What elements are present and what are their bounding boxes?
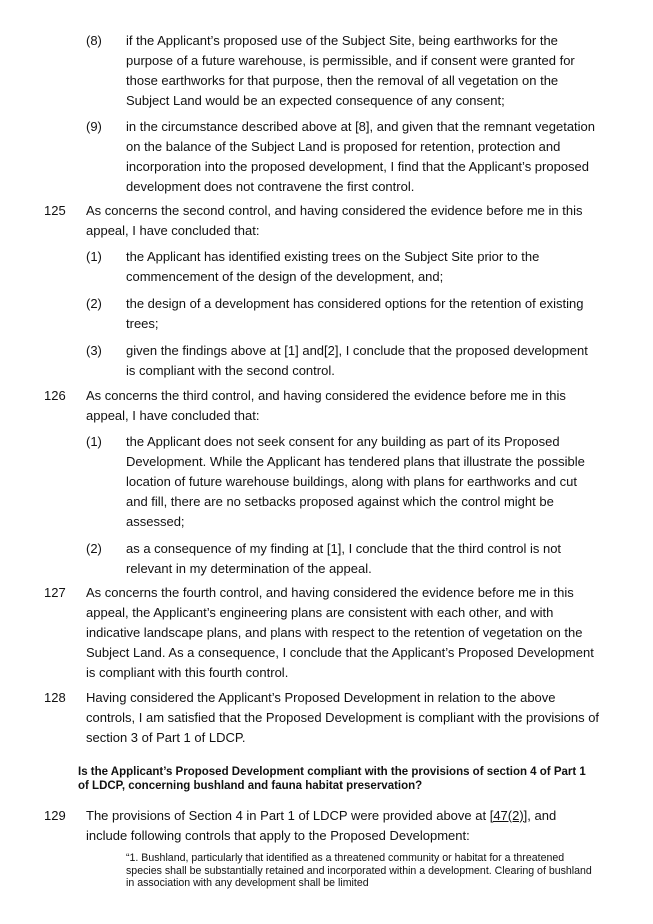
- sub-paragraph-text: as a consequence of my finding at [1], I conclude that the third control is not relevant in my determination of the appeal.: [126, 541, 562, 576]
- block-quote: “1. Bushland, particularly that identified as a threatened community or habitat for a threatened species shall be substantially retained and incorporated within a development. Clearing of bushland in association with any development shall be limited: [126, 852, 592, 889]
- paragraph-text: [86, 806, 600, 846]
- paragraph-number: 128: [44, 690, 66, 705]
- sub-paragraph-text: given the findings above at [1] and[2], I conclude that the proposed development is compliant with the second control.: [126, 343, 588, 378]
- paragraph-number: 129: [44, 808, 66, 823]
- sub-paragraph-number: (1): [86, 249, 102, 264]
- sub-paragraph-text: the Applicant has identified existing trees on the Subject Site prior to the commencement of the design of the development, and;: [126, 249, 540, 284]
- paragraph-number: 125: [44, 203, 66, 218]
- sub-paragraph-text: the design of a development has considered options for the retention of existing trees;: [126, 296, 584, 331]
- sub-paragraph-text: in the circumstance described above at [8], and given that the remnant vegetation on the balance of the Subject Land is proposed for retention, protection and incorporation into the proposed development, I find that the Applicant’s proposed development does not contravene the first control.: [126, 119, 596, 194]
- sub-paragraph-text: the Applicant does not seek consent for any building as part of its Proposed Development. While the Applicant has tendered plans that illustrate the possible location of future warehouse buildings, along with plans for earthworks and cut and fill, there are no setbacks proposed against which the control might be assessed;: [126, 434, 585, 529]
- paragraph-text-end: , and include following controls that apply to the Proposed Development:: [86, 808, 557, 843]
- paragraph-text: Having considered the Applicant’s Proposed Development in relation to the above controls, I am satisfied that the Proposed Development is compliant with the provisions of section 3 of Part 1 of LDCP.: [86, 690, 600, 745]
- sub-paragraph-text: if the Applicant’s proposed use of the Subject Site, being earthworks for the purpose of a future warehouse, is permissible, and if consent were granted for those earthworks for that purpose, then the removal of all vegetation on the Subject Land would be an expected consequence of any consent;: [126, 33, 575, 108]
- sub-paragraph-number: (1): [86, 434, 102, 449]
- paragraph-text: As concerns the fourth control, and having considered the evidence before me in this appeal, the Applicant’s engineering plans are consistent with each other, and with indicative landscape plans, and plans with respect to the retention of vegetation on the Subject Land. As a consequence, I conclude that the Applicant’s Proposed Development is compliant with this fourth control.: [86, 585, 594, 680]
- section-heading: Is the Applicant’s Proposed Development compliant with the provisions of section 4 of Part 1 of LDCP, concerning bushland and fauna habitat preservation?: [78, 766, 586, 792]
- cross-reference-link[interactable]: [47(2)]: [489, 808, 528, 823]
- sub-paragraph-number: (3): [86, 343, 102, 358]
- paragraph-number: 126: [44, 388, 66, 403]
- sub-paragraph-number: (2): [86, 296, 102, 311]
- sub-paragraph-number: (8): [86, 33, 102, 48]
- paragraph-text: As concerns the second control, and having considered the evidence before me in this appeal, I have concluded that:: [86, 203, 583, 238]
- paragraph-text-start: The provisions of Section 4 in Part 1 of LDCP were provided above at: [86, 808, 490, 823]
- sub-paragraph-number: (9): [86, 119, 102, 134]
- sub-paragraph-number: (2): [86, 541, 102, 556]
- paragraph-text: As concerns the third control, and having considered the evidence before me in this appeal, I have concluded that:: [86, 388, 566, 423]
- paragraph-number: 127: [44, 585, 66, 600]
